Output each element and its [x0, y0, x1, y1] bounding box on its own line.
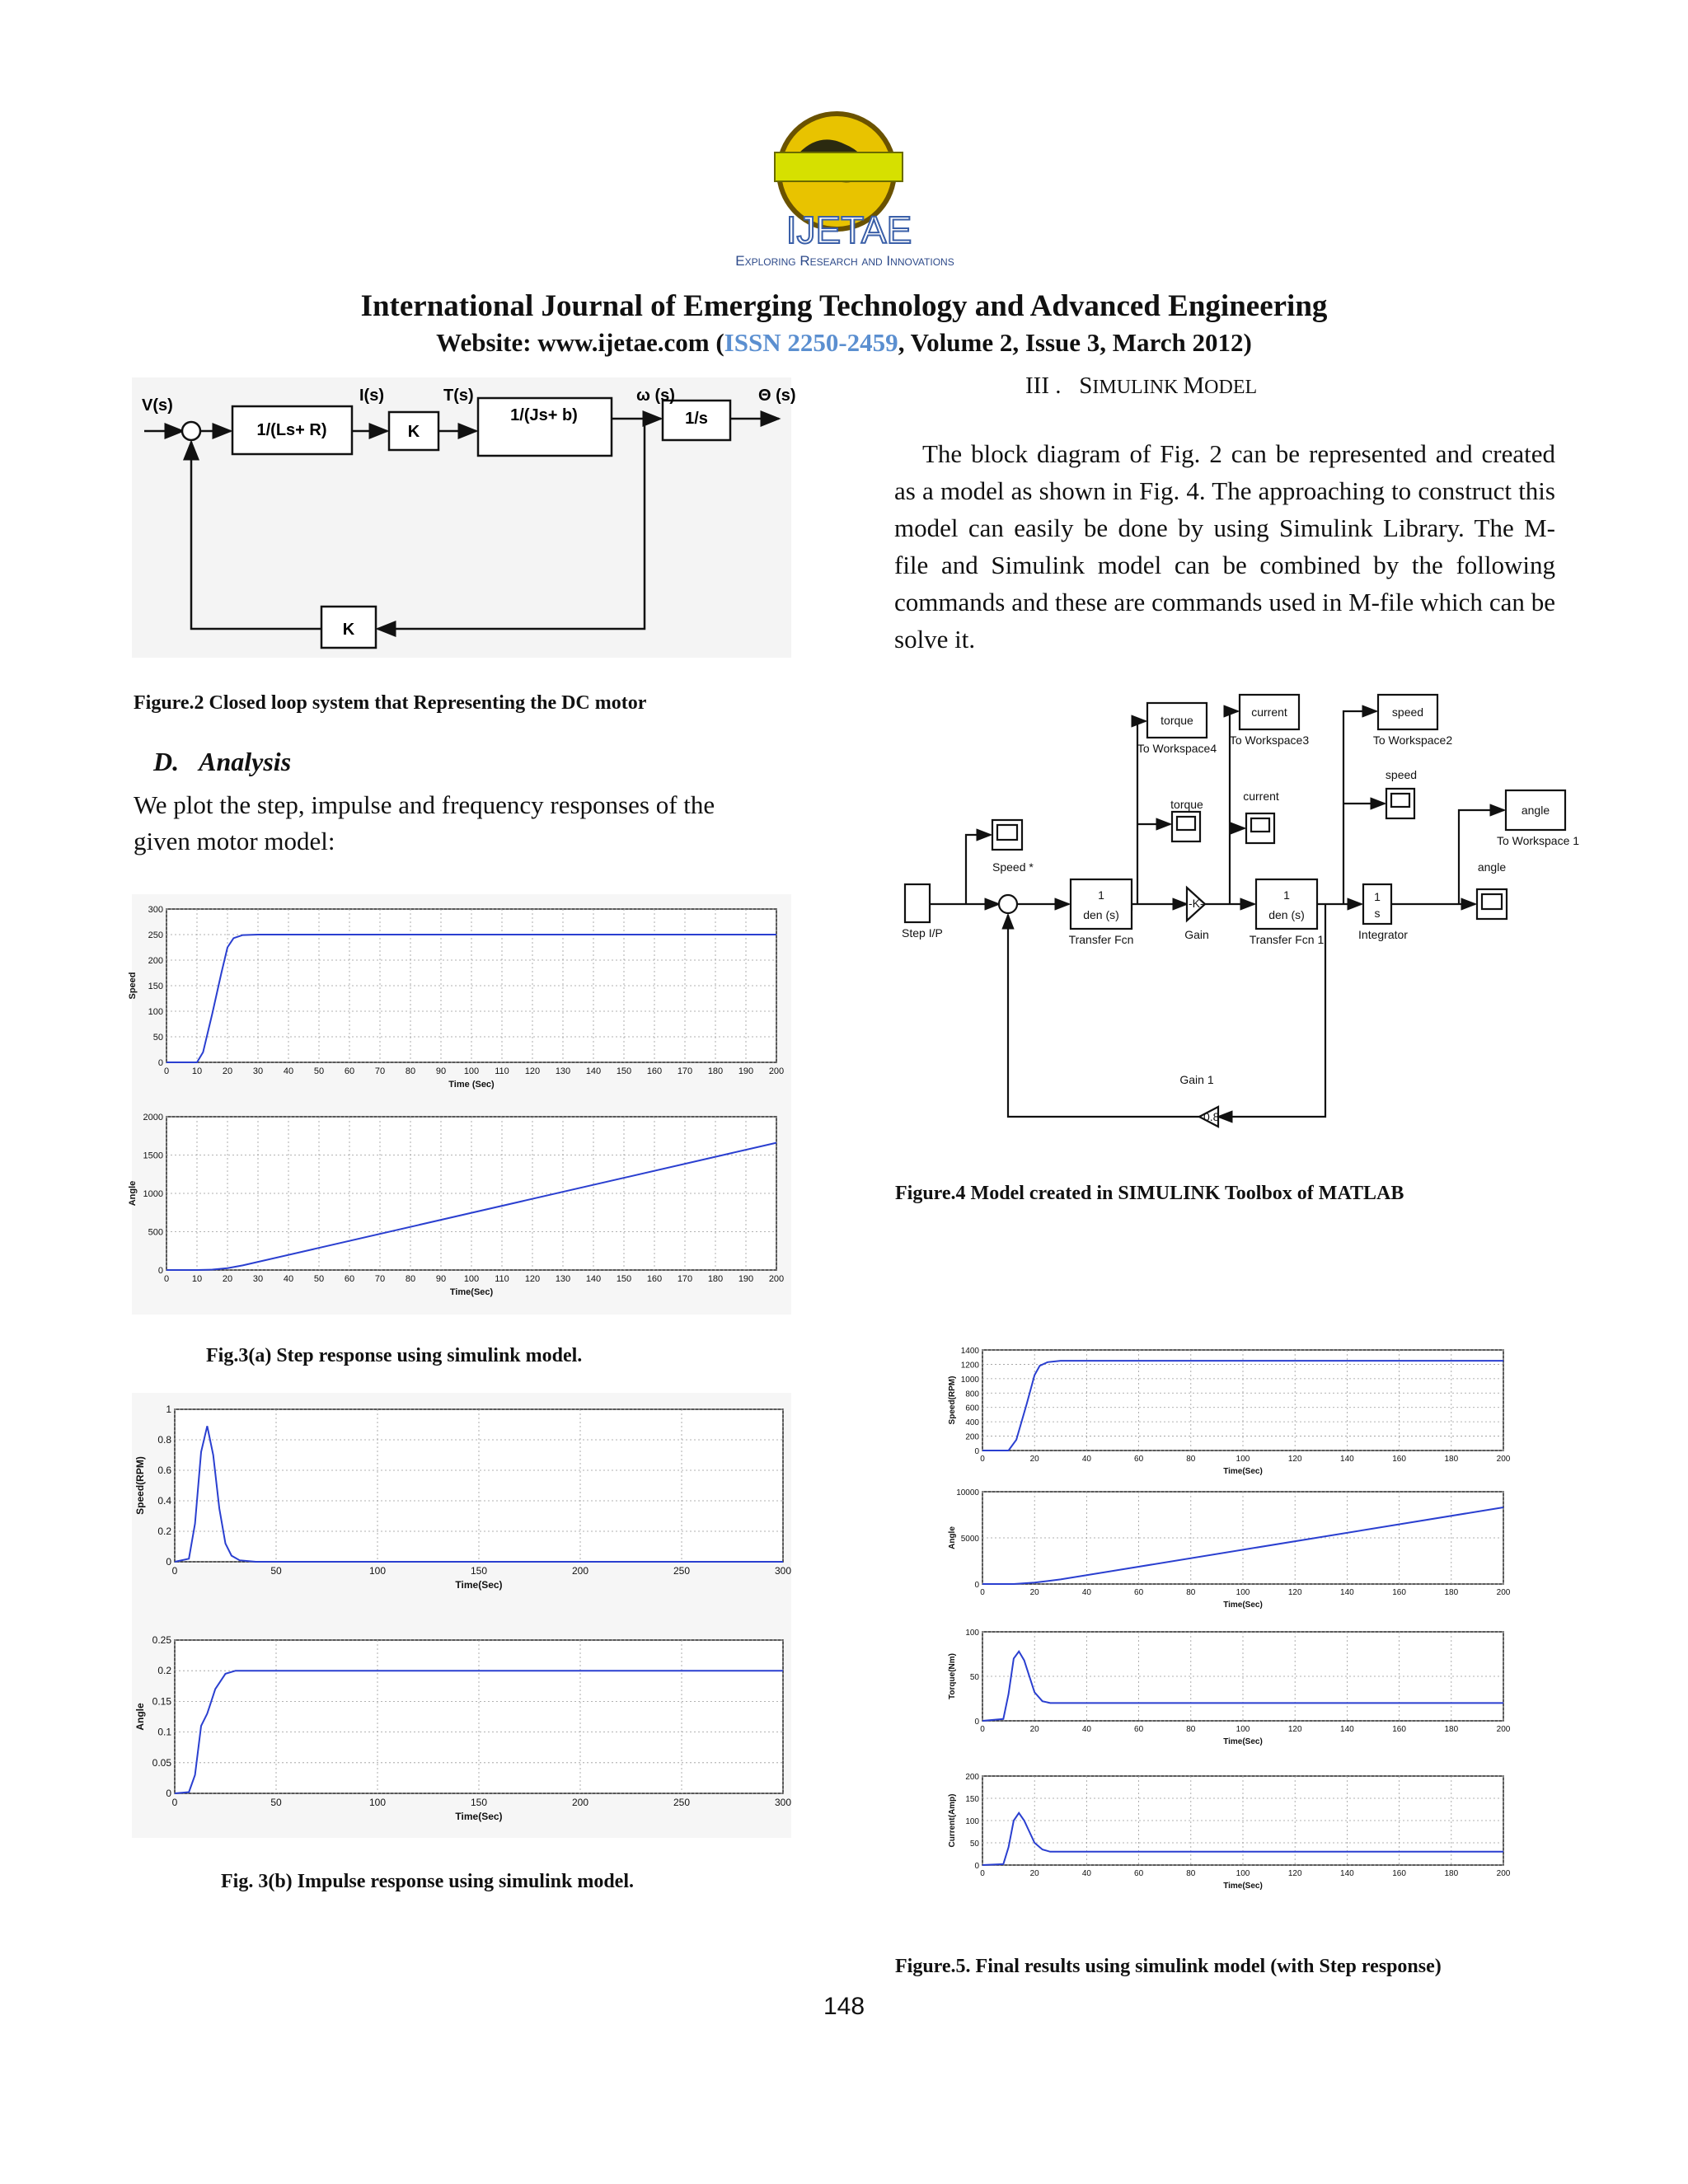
x-tick-label: 40: [283, 1274, 294, 1284]
x-tick-label: 70: [374, 1066, 386, 1076]
x-tick-label: 90: [435, 1274, 447, 1284]
y-tick-label: 2000: [143, 1113, 163, 1122]
x-tick-label: 60: [1134, 1588, 1144, 1597]
integrator-name: Integrator: [1358, 928, 1408, 941]
fig2-block-diagram: [132, 377, 796, 658]
x-tick-label: 160: [1392, 1588, 1406, 1597]
x-tick-label: 160: [1392, 1869, 1406, 1878]
y-tick-label: 0.6: [157, 1465, 171, 1476]
x-tick-label: 10: [191, 1274, 203, 1284]
x-tick-label: 110: [495, 1066, 509, 1076]
speed-ws-name: To Workspace2: [1372, 733, 1453, 747]
x-axis-label: Time(Sec): [1223, 1737, 1263, 1746]
y-tick-label: 800: [965, 1390, 979, 1399]
analysis-heading-label: D.: [153, 747, 180, 776]
y-axis-label: Angle: [948, 1526, 957, 1549]
x-tick-label: 110: [495, 1274, 509, 1284]
x-tick-label: 140: [1340, 1725, 1354, 1734]
step-input-label: Step I/P: [902, 926, 943, 940]
x-tick-label: 80: [1186, 1725, 1196, 1734]
x-tick-label: 250: [673, 1565, 691, 1577]
label-theta: Θ (s): [758, 387, 796, 405]
y-tick-label: 0: [157, 1266, 163, 1276]
x-tick-label: 200: [571, 1565, 589, 1577]
y-tick-label: 1400: [960, 1347, 979, 1356]
fig3a-speed-chart: [128, 905, 784, 1090]
block-k: K: [407, 423, 420, 441]
x-tick-label: 80: [405, 1066, 416, 1076]
y-tick-label: 150: [148, 982, 163, 991]
fig5-figure: [940, 1343, 1517, 1912]
tf1-num: 1: [1098, 888, 1104, 902]
y-tick-label: 0.05: [152, 1756, 171, 1769]
torque-ws-name: To Workspace4: [1137, 742, 1217, 755]
current-scope-label: current: [1243, 790, 1279, 803]
y-tick-label: 300: [148, 905, 163, 915]
y-tick-label: 100: [148, 1007, 163, 1017]
x-tick-label: 190: [738, 1274, 754, 1284]
y-tick-label: 5000: [960, 1535, 979, 1544]
x-tick-label: 200: [768, 1274, 785, 1284]
tf2-num: 1: [1283, 888, 1290, 902]
angle-ws-var: angle: [1521, 804, 1550, 817]
x-tick-label: 250: [673, 1797, 691, 1808]
y-tick-label: 500: [148, 1227, 163, 1238]
integrator-num: 1: [1374, 890, 1381, 903]
tf1-name: Transfer Fcn: [1068, 933, 1134, 946]
x-tick-label: 150: [470, 1797, 488, 1808]
y-tick-label: 50: [152, 1033, 163, 1043]
y-tick-label: 0: [166, 1556, 171, 1568]
x-tick-label: 160: [646, 1274, 663, 1284]
section3-heading: [1025, 373, 1257, 400]
analysis-heading: [153, 747, 291, 777]
x-tick-label: 20: [1029, 1869, 1039, 1878]
torque-scope-label: torque: [1170, 798, 1203, 811]
section3-number: III .: [1025, 373, 1062, 399]
x-tick-label: 160: [1392, 1725, 1406, 1734]
x-tick-label: 120: [1287, 1588, 1302, 1597]
fig4-caption: Figure.4 Model created in SIMULINK Toolbox of MATLAB: [895, 1183, 1404, 1204]
x-tick-label: 150: [616, 1274, 632, 1284]
y-tick-label: 0: [157, 1058, 163, 1068]
x-tick-label: 40: [1081, 1869, 1091, 1878]
x-tick-label: 40: [1081, 1455, 1091, 1464]
x-tick-label: 40: [283, 1066, 294, 1076]
y-tick-label: 1200: [960, 1361, 979, 1371]
y-tick-label: 0: [166, 1788, 171, 1799]
integrator-den: s: [1374, 907, 1381, 920]
issn-link[interactable]: ISSN 2250-2459: [724, 328, 898, 357]
section3-title-s: S: [1079, 373, 1093, 399]
x-tick-label: 170: [677, 1066, 693, 1076]
x-tick-label: 30: [252, 1274, 264, 1284]
x-tick-label: 180: [707, 1274, 724, 1284]
angle-ws-name: To Workspace 1: [1496, 834, 1580, 847]
section3-title-m: M: [1183, 373, 1205, 399]
fig3b-figure: [132, 1393, 791, 1838]
label-t: T(s): [443, 387, 474, 405]
y-tick-label: 0.2: [157, 1665, 171, 1677]
x-tick-label: 130: [555, 1274, 571, 1284]
y-tick-label: 250: [148, 930, 163, 940]
section3-paragraph: The block diagram of Fig. 2 can be represented and created as a model as shown in Fig. 4. The approaching to construct this model can easily be done by using Simulink Library. The M- file and Simulink model can be combined by the following commands and these are commands used in M-file which can be solve it.: [894, 439, 1555, 654]
y-axis-label: Torque(Nm): [948, 1653, 957, 1699]
x-tick-label: 20: [222, 1066, 233, 1076]
x-tick-label: 120: [1287, 1455, 1302, 1464]
y-tick-label: 0.4: [157, 1495, 171, 1507]
plot-area: [175, 1409, 783, 1562]
journal-website-line: [0, 328, 1688, 358]
x-tick-label: 60: [1134, 1869, 1144, 1878]
y-axis-label: Speed(RPM): [134, 1456, 146, 1515]
y-tick-label: 1000: [143, 1189, 163, 1199]
x-tick-label: 300: [774, 1565, 792, 1577]
x-tick-label: 130: [555, 1066, 571, 1076]
y-tick-label: 50: [969, 1673, 979, 1682]
x-tick-label: 100: [368, 1565, 387, 1577]
x-tick-label: 80: [1186, 1455, 1196, 1464]
x-tick-label: 0: [171, 1565, 178, 1577]
x-tick-label: 70: [374, 1274, 386, 1284]
y-tick-label: 1: [166, 1404, 171, 1415]
fig3b-caption: Fig. 3(b) Impulse response using simulink model.: [221, 1871, 634, 1892]
x-tick-label: 100: [1236, 1588, 1250, 1597]
x-tick-label: 0: [163, 1274, 170, 1284]
x-tick-label: 140: [585, 1066, 602, 1076]
x-tick-label: 0: [171, 1797, 178, 1808]
x-tick-label: 100: [463, 1274, 480, 1284]
x-tick-label: 0: [980, 1588, 985, 1597]
fig2-caption: Figure.2 Closed loop system that Representing the DC motor: [134, 692, 647, 714]
x-tick-label: 200: [571, 1797, 589, 1808]
x-tick-label: 140: [1340, 1455, 1354, 1464]
fig3a-figure: [128, 894, 791, 1315]
x-tick-label: 90: [435, 1066, 447, 1076]
logo-tagline: Exploring Research and Innovations: [735, 253, 954, 269]
x-tick-label: 50: [313, 1066, 325, 1076]
x-tick-label: 50: [270, 1565, 282, 1577]
label-v: V(s): [142, 396, 173, 415]
y-tick-label: 600: [965, 1404, 979, 1413]
tf2-den: den (s): [1268, 908, 1305, 921]
x-tick-label: 140: [1340, 1588, 1354, 1597]
x-tick-label: 140: [585, 1274, 602, 1284]
block-feedback-k: K: [342, 621, 355, 639]
y-tick-label: 100: [965, 1817, 979, 1826]
journal-title: International Journal of Emerging Technology and Advanced Engineering: [360, 289, 1328, 323]
y-tick-label: 150: [965, 1795, 979, 1804]
logo-band: [775, 152, 903, 181]
fig3a-angle-chart: [128, 1113, 784, 1297]
y-tick-label: 200: [965, 1432, 979, 1442]
x-tick-label: 190: [738, 1066, 754, 1076]
gain1-name: Gain 1: [1179, 1073, 1214, 1086]
x-tick-label: 80: [1186, 1588, 1196, 1597]
x-tick-label: 300: [774, 1797, 792, 1808]
gain-name: Gain: [1184, 928, 1209, 941]
x-axis-label: Time(Sec): [1223, 1601, 1263, 1610]
x-axis-label: Time (Sec): [448, 1080, 495, 1090]
x-tick-label: 0: [163, 1066, 170, 1076]
x-axis-label: Time(Sec): [455, 1579, 503, 1591]
gain-value: -K-: [1189, 897, 1204, 910]
x-tick-label: 200: [1496, 1869, 1511, 1878]
block-ls-r: 1/(Ls+ R): [256, 421, 327, 439]
x-tick-label: 10: [191, 1066, 203, 1076]
x-tick-label: 150: [470, 1565, 488, 1577]
x-tick-label: 0: [980, 1869, 985, 1878]
page-number: 148: [823, 1993, 865, 2020]
x-tick-label: 180: [1444, 1455, 1459, 1464]
x-tick-label: 50: [313, 1274, 325, 1284]
x-tick-label: 0: [980, 1455, 985, 1464]
x-tick-label: 160: [646, 1066, 663, 1076]
x-tick-label: 100: [368, 1797, 387, 1808]
website-prefix: Website: www.ijetae.com (: [436, 328, 724, 357]
tf1-den: den (s): [1083, 908, 1119, 921]
analysis-heading-text: Analysis: [199, 747, 292, 776]
x-tick-label: 80: [1186, 1869, 1196, 1878]
y-tick-label: 0.1: [157, 1726, 171, 1738]
x-tick-label: 100: [1236, 1725, 1250, 1734]
x-tick-label: 100: [1236, 1869, 1250, 1878]
x-tick-label: 60: [344, 1066, 355, 1076]
x-tick-label: 170: [677, 1274, 693, 1284]
x-tick-label: 60: [344, 1274, 355, 1284]
section3-title-rest: IMULINK: [1092, 377, 1184, 398]
plot-area: [175, 1640, 783, 1793]
y-tick-label: 0.8: [157, 1434, 171, 1446]
speed-scope-label: Speed *: [992, 860, 1034, 874]
x-tick-label: 120: [1287, 1725, 1302, 1734]
x-tick-label: 140: [1340, 1869, 1354, 1878]
x-tick-label: 20: [1029, 1588, 1039, 1597]
y-axis-label: Current(Amp): [948, 1793, 957, 1848]
x-tick-label: 120: [1287, 1869, 1302, 1878]
x-tick-label: 150: [616, 1066, 632, 1076]
y-axis-label: Angle: [128, 1180, 138, 1207]
x-tick-label: 40: [1081, 1588, 1091, 1597]
logo-text: IJETAE: [785, 209, 912, 251]
website-suffix: , Volume 2, Issue 3, March 2012): [898, 328, 1252, 357]
journal-logo: [676, 107, 1012, 272]
y-tick-label: 200: [148, 956, 163, 966]
speed-ws-var: speed: [1391, 705, 1424, 719]
x-tick-label: 20: [1029, 1725, 1039, 1734]
x-tick-label: 200: [1496, 1588, 1511, 1597]
y-tick-label: 0.25: [152, 1634, 171, 1646]
y-tick-label: 0: [974, 1718, 979, 1727]
x-tick-label: 180: [1444, 1869, 1459, 1878]
block-js-b: 1/(Js+ b): [510, 406, 578, 424]
x-tick-label: 180: [1444, 1725, 1459, 1734]
x-tick-label: 80: [405, 1274, 416, 1284]
x-tick-label: 60: [1134, 1725, 1144, 1734]
x-tick-label: 200: [1496, 1455, 1511, 1464]
x-axis-label: Time(Sec): [449, 1287, 494, 1297]
fig4-simulink-model: [898, 688, 1607, 1121]
label-i: I(s): [359, 387, 384, 405]
x-tick-label: 20: [222, 1274, 233, 1284]
x-tick-label: 30: [252, 1066, 264, 1076]
tf2-name: Transfer Fcn 1: [1249, 933, 1325, 946]
torque-ws-var: torque: [1160, 714, 1193, 727]
y-tick-label: 0.15: [152, 1695, 171, 1708]
y-tick-label: 400: [965, 1418, 979, 1428]
gain1-value: 0.8: [1203, 1110, 1220, 1123]
y-tick-label: 0: [974, 1447, 979, 1456]
y-tick-label: 0: [974, 1862, 979, 1871]
x-tick-label: 50: [270, 1797, 282, 1808]
x-axis-label: Time(Sec): [1223, 1467, 1263, 1476]
analysis-text: We plot the step, impulse and frequency responses of the given motor model:: [134, 790, 715, 855]
x-tick-label: 200: [768, 1066, 785, 1076]
y-tick-label: 100: [965, 1629, 979, 1638]
x-tick-label: 180: [707, 1066, 724, 1076]
current-ws-name: To Workspace3: [1229, 733, 1310, 747]
section3-title-end: ODEL: [1204, 377, 1258, 398]
y-tick-label: 1000: [960, 1375, 979, 1385]
block-integrator: 1/s: [685, 410, 708, 428]
x-axis-label: Time(Sec): [455, 1811, 503, 1822]
x-tick-label: 20: [1029, 1455, 1039, 1464]
x-tick-label: 180: [1444, 1588, 1459, 1597]
x-tick-label: 120: [524, 1274, 541, 1284]
label-omega: ω (s): [636, 387, 675, 405]
x-axis-label: Time(Sec): [1223, 1882, 1263, 1891]
y-tick-label: 50: [969, 1840, 979, 1849]
y-tick-label: 10000: [956, 1488, 979, 1497]
x-tick-label: 100: [1236, 1455, 1250, 1464]
x-tick-label: 0: [980, 1725, 985, 1734]
angle-scope-label: angle: [1477, 860, 1507, 874]
y-tick-label: 0: [974, 1581, 979, 1590]
x-tick-label: 120: [524, 1066, 541, 1076]
x-tick-label: 60: [1134, 1455, 1144, 1464]
x-tick-label: 100: [463, 1066, 480, 1076]
x-tick-label: 160: [1392, 1455, 1406, 1464]
y-axis-label: Speed(RPM): [948, 1376, 957, 1425]
y-axis-label: Speed: [128, 972, 138, 1000]
y-tick-label: 200: [965, 1773, 979, 1782]
x-tick-label: 200: [1496, 1725, 1511, 1734]
fig3a-caption: Fig.3(a) Step response using simulink model.: [206, 1345, 583, 1366]
fig5-caption: Figure.5. Final results using simulink model (with Step response): [895, 1956, 1442, 1977]
y-tick-label: 0.2: [157, 1526, 171, 1537]
y-axis-label: Angle: [134, 1703, 146, 1731]
current-ws-var: current: [1251, 705, 1287, 719]
x-tick-label: 40: [1081, 1725, 1091, 1734]
y-tick-label: 1500: [143, 1151, 163, 1161]
speed-scope2-label: speed: [1385, 768, 1418, 781]
